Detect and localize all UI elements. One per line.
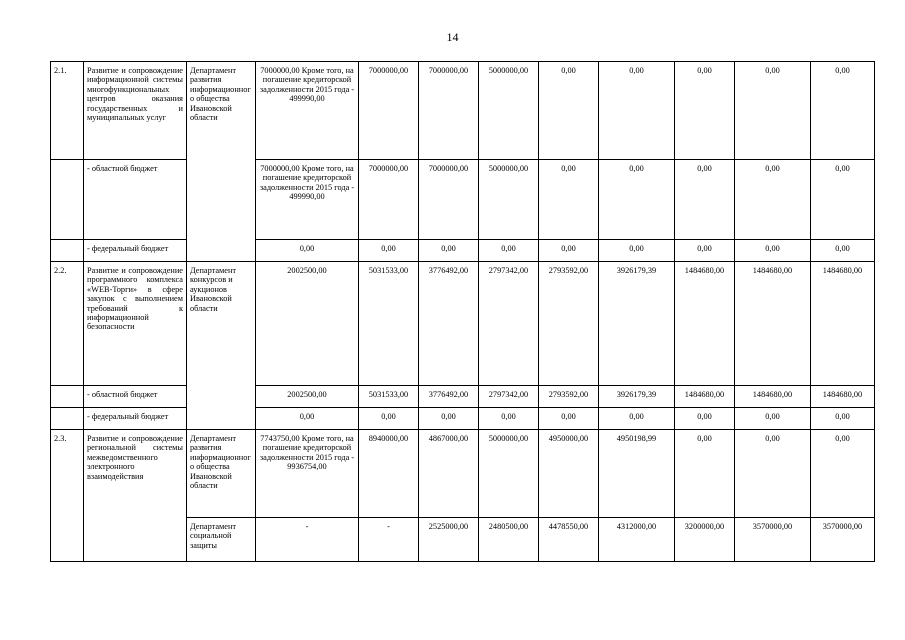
value-cell: 0,00: [811, 408, 875, 430]
row-description: - федеральный бюджет: [84, 408, 187, 430]
row-description: Развитие и сопровождение информационной системы многофункциональных центров оказания государственных и муниципальных услуг: [84, 62, 187, 160]
value-cell: 4950000,00: [539, 430, 599, 518]
value-cell: 0,00: [539, 408, 599, 430]
value-cell: 3570000,00: [811, 518, 875, 562]
value-cell: 0,00: [675, 62, 735, 160]
value-cell: 7000000,00: [419, 160, 479, 240]
value-cell: 3926179,39: [599, 386, 675, 408]
value-cell: 0,00: [256, 240, 359, 262]
value-cell: 2480500,00: [479, 518, 539, 562]
value-cell: 0,00: [479, 240, 539, 262]
value-cell: 0,00: [359, 408, 419, 430]
value-cell: 1484680,00: [811, 386, 875, 408]
table-row: [51, 160, 875, 240]
table-row: [51, 408, 875, 430]
row-description: - федеральный бюджет: [84, 240, 187, 262]
value-cell: 5000000,00: [479, 430, 539, 518]
value-cell: 0,00: [735, 240, 811, 262]
value-cell: 1484680,00: [735, 386, 811, 408]
row-index: [51, 386, 84, 408]
value-cell: 7000000,00: [419, 62, 479, 160]
row-description: Развитие и сопровождение региональной системы межведомственного электронного взаимодействия: [84, 430, 187, 562]
value-cell: 2793592,00: [539, 262, 599, 386]
value-cell: 0,00: [539, 160, 599, 240]
value-cell: 0,00: [419, 408, 479, 430]
value-cell: 7000000,00: [359, 160, 419, 240]
value-cell: 5031533,00: [359, 262, 419, 386]
table-row: [51, 62, 875, 160]
value-cell: 0,00: [599, 160, 675, 240]
page-number: 14: [446, 30, 459, 44]
value-cell: 0,00: [539, 62, 599, 160]
table-row: [51, 240, 875, 262]
value-cell: 0,00: [675, 160, 735, 240]
value-cell: 7000000,00 Кроме того, на погашение кредиторской задолженности 2015 года - 499990,00: [256, 62, 359, 160]
value-cell: 0,00: [539, 240, 599, 262]
value-cell: 5031533,00: [359, 386, 419, 408]
value-cell: 2002500,00: [256, 262, 359, 386]
row-department: Департамент социальной защиты: [187, 518, 256, 562]
row-description: Развитие и сопровождение программного комплекса «WEB-Торги» в сфере закупок с выполнением требований к информационной безопасности: [84, 262, 187, 386]
value-cell: 2797342,00: [479, 262, 539, 386]
value-cell: 3776492,00: [419, 386, 479, 408]
table-row: [51, 430, 875, 518]
value-cell: 4478550,00: [539, 518, 599, 562]
value-cell: 3926179,39: [599, 262, 675, 386]
row-index: [51, 240, 84, 262]
value-cell: 3776492,00: [419, 262, 479, 386]
value-cell: 2525000,00: [419, 518, 479, 562]
value-cell: 0,00: [735, 160, 811, 240]
value-cell: -: [256, 518, 359, 562]
row-index: [51, 408, 84, 430]
value-cell: 0,00: [735, 62, 811, 160]
value-cell: 0,00: [811, 62, 875, 160]
row-index: [51, 160, 84, 240]
value-cell: 4950198,99: [599, 430, 675, 518]
value-cell: 2797342,00: [479, 386, 539, 408]
value-cell: 2793592,00: [539, 386, 599, 408]
value-cell: 3570000,00: [735, 518, 811, 562]
value-cell: 0,00: [675, 430, 735, 518]
row-department: Департамент конкурсов и аукционов Ивановской области: [187, 262, 256, 430]
value-cell: 0,00: [256, 408, 359, 430]
value-cell: 2002500,00: [256, 386, 359, 408]
value-cell: 0,00: [675, 408, 735, 430]
table-row: [51, 262, 875, 386]
row-index: 2.1.: [51, 62, 84, 160]
row-description: - областной бюджет: [84, 160, 187, 240]
value-cell: 5000000,00: [479, 62, 539, 160]
value-cell: 0,00: [359, 240, 419, 262]
value-cell: 0,00: [811, 160, 875, 240]
value-cell: -: [359, 518, 419, 562]
value-cell: 0,00: [811, 240, 875, 262]
value-cell: 7000000,00: [359, 62, 419, 160]
row-index: 2.2.: [51, 262, 84, 386]
value-cell: 3200000,00: [675, 518, 735, 562]
value-cell: 0,00: [675, 240, 735, 262]
row-department: Департамент развития информационного общества Ивановской области: [187, 62, 256, 262]
row-index: 2.3.: [51, 430, 84, 562]
value-cell: 0,00: [811, 430, 875, 518]
value-cell: 1484680,00: [675, 386, 735, 408]
value-cell: 7000000,00 Кроме того, на погашение кредиторской задолженности 2015 года - 499990,00: [256, 160, 359, 240]
value-cell: 5000000,00: [479, 160, 539, 240]
row-department: Департамент развития информационного общества Ивановской области: [187, 430, 256, 518]
value-cell: 0,00: [735, 430, 811, 518]
value-cell: 1484680,00: [735, 262, 811, 386]
row-description: - областной бюджет: [84, 386, 187, 408]
value-cell: 0,00: [419, 240, 479, 262]
value-cell: 0,00: [599, 62, 675, 160]
value-cell: 4867000,00: [419, 430, 479, 518]
budget-table: [50, 61, 875, 562]
value-cell: 1484680,00: [811, 262, 875, 386]
value-cell: 0,00: [479, 408, 539, 430]
value-cell: 1484680,00: [675, 262, 735, 386]
value-cell: 0,00: [735, 408, 811, 430]
value-cell: 0,00: [599, 408, 675, 430]
table-row: [51, 386, 875, 408]
value-cell: 7743750,00 Кроме того, на погашение кредиторской задолженности 2015 года - 9936754,00: [256, 430, 359, 518]
value-cell: 0,00: [599, 240, 675, 262]
value-cell: 4312000,00: [599, 518, 675, 562]
value-cell: 8940000,00: [359, 430, 419, 518]
